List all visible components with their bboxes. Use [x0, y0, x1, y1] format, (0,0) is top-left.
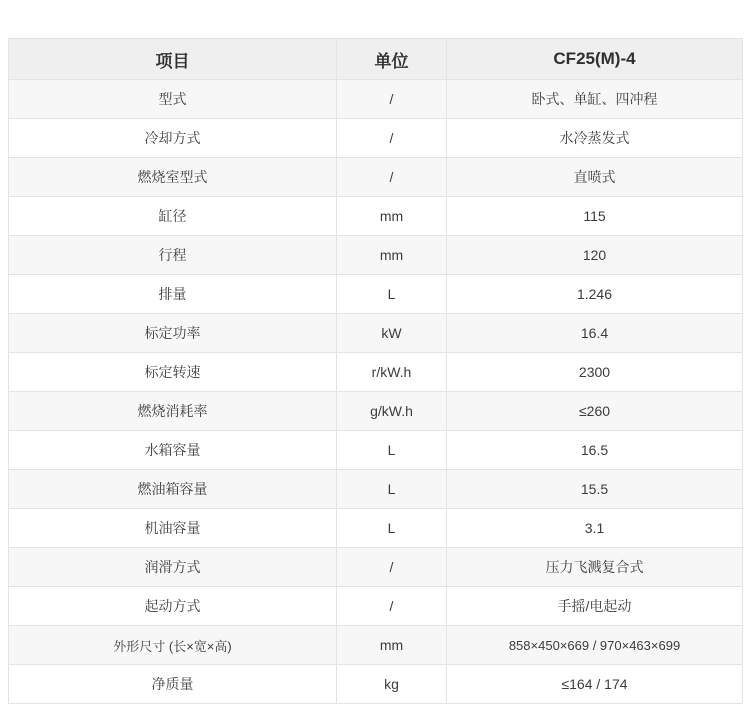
table-body — [9, 80, 743, 704]
table-row — [9, 548, 743, 587]
row-value: 16.4 — [447, 314, 743, 353]
row-unit-label: g/kW.h — [337, 392, 447, 431]
row-value: ≤164 / 174 — [447, 665, 743, 704]
row-item-label: 润滑方式 — [9, 548, 337, 587]
row-value: 卧式、单缸、四冲程 — [447, 80, 743, 119]
row-value: 15.5 — [447, 470, 743, 509]
row-item-label: 起动方式 — [9, 587, 337, 626]
row-item-label: 燃烧室型式 — [9, 158, 337, 197]
row-value: 压力飞溅复合式 — [447, 548, 743, 587]
row-unit-label: r/kW.h — [337, 353, 447, 392]
row-item-label: 净质量 — [9, 665, 337, 704]
row-unit-label: L — [337, 275, 447, 314]
row-item-label: 标定功率 — [9, 314, 337, 353]
table-row — [9, 665, 743, 704]
row-unit-label: mm — [337, 626, 447, 665]
row-value: 115 — [447, 197, 743, 236]
table-row — [9, 587, 743, 626]
table-row — [9, 431, 743, 470]
row-value: 手摇/电起动 — [447, 587, 743, 626]
row-item-label: 排量 — [9, 275, 337, 314]
row-value: 1.246 — [447, 275, 743, 314]
row-unit-label: / — [337, 587, 447, 626]
engine-spec-table — [8, 38, 743, 704]
column-header-model: CF25(M)-4 — [447, 39, 743, 80]
row-value: ≤260 — [447, 392, 743, 431]
row-unit-label: / — [337, 548, 447, 587]
row-item-label: 外形尺寸 (长×宽×高) — [9, 626, 337, 665]
row-unit-label: L — [337, 470, 447, 509]
row-value: 16.5 — [447, 431, 743, 470]
row-unit-label: mm — [337, 236, 447, 275]
table-row — [9, 392, 743, 431]
row-item-label: 水箱容量 — [9, 431, 337, 470]
table-row — [9, 470, 743, 509]
row-item-label: 机油容量 — [9, 509, 337, 548]
row-value: 水冷蒸发式 — [447, 119, 743, 158]
table-header-row — [9, 39, 743, 80]
table-row — [9, 509, 743, 548]
table-row — [9, 197, 743, 236]
table-row — [9, 626, 743, 665]
table-head — [9, 39, 743, 80]
row-value: 120 — [447, 236, 743, 275]
table-row — [9, 353, 743, 392]
row-item-label: 行程 — [9, 236, 337, 275]
row-unit-label: kg — [337, 665, 447, 704]
row-value: 858×450×669 / 970×463×699 — [447, 626, 743, 665]
row-unit-label: / — [337, 80, 447, 119]
table-row — [9, 314, 743, 353]
row-item-label: 缸径 — [9, 197, 337, 236]
row-item-label: 燃油箱容量 — [9, 470, 337, 509]
column-header-item: 项目 — [9, 39, 337, 80]
table-row — [9, 275, 743, 314]
row-item-label: 标定转速 — [9, 353, 337, 392]
row-value: 3.1 — [447, 509, 743, 548]
row-unit-label: mm — [337, 197, 447, 236]
row-unit-label: L — [337, 431, 447, 470]
table-row — [9, 80, 743, 119]
row-unit-label: L — [337, 509, 447, 548]
row-unit-label: / — [337, 119, 447, 158]
table-row — [9, 119, 743, 158]
table-row — [9, 236, 743, 275]
row-value: 2300 — [447, 353, 743, 392]
row-item-label: 型式 — [9, 80, 337, 119]
row-unit-label: kW — [337, 314, 447, 353]
row-unit-label: / — [337, 158, 447, 197]
table-row — [9, 158, 743, 197]
column-header-unit: 单位 — [337, 39, 447, 80]
row-item-label: 冷却方式 — [9, 119, 337, 158]
row-value: 直喷式 — [447, 158, 743, 197]
row-item-label: 燃烧消耗率 — [9, 392, 337, 431]
